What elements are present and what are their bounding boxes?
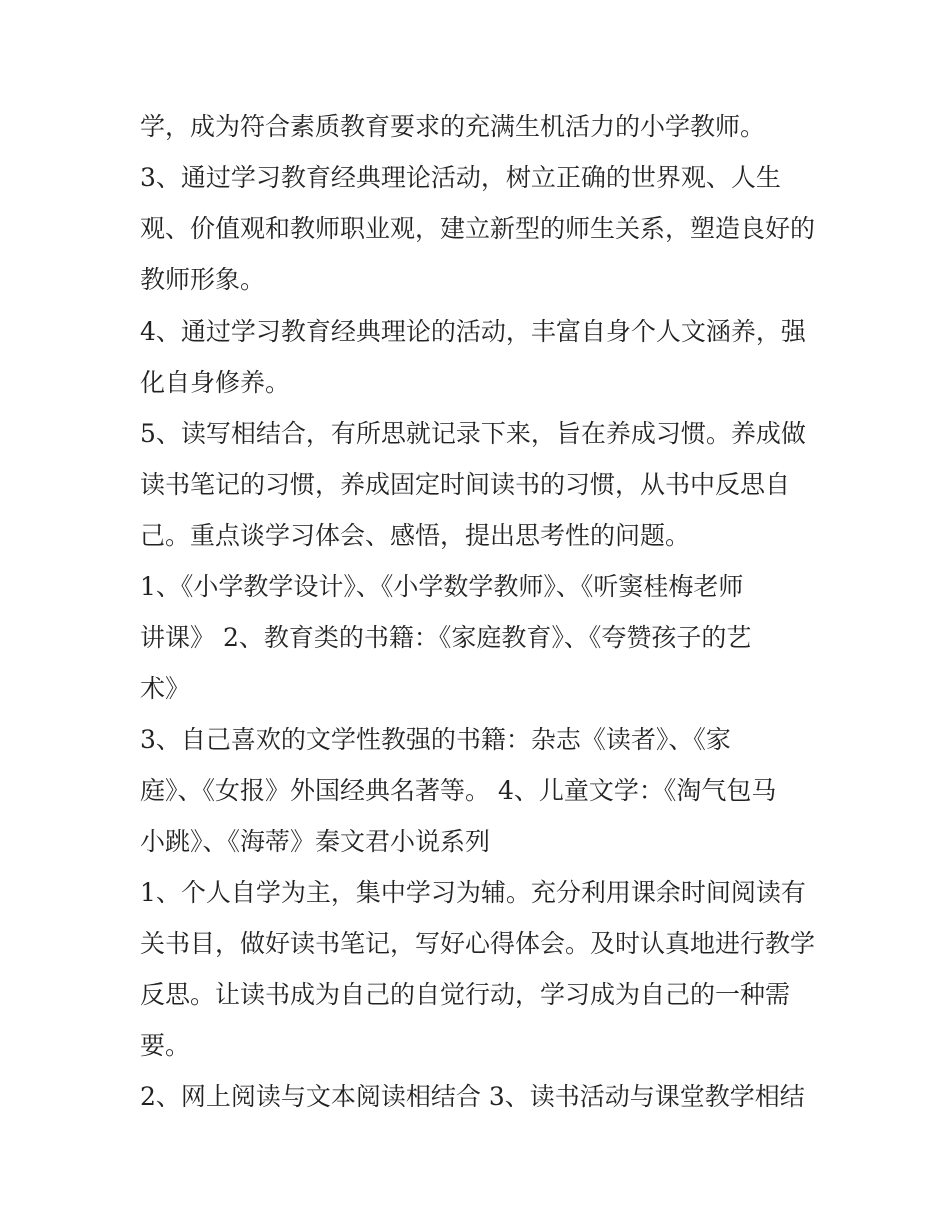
text-line: 教师形象。: [140, 265, 266, 294]
text-line: 1、个人自学为主，集中学习为辅。充分利用课余时间阅读有: [140, 878, 806, 907]
text-line: 4、通过学习教育经典理论的活动，丰富自身个人文涵养，强: [140, 317, 806, 346]
text-line: 关书目，做好读书笔记，写好心得体会。及时认真地进行教学: [140, 929, 816, 958]
text-line: 化自身修养。: [140, 368, 291, 397]
text-line: 讲课》 2、教育类的书籍：《家庭教育》、《夸赞孩子的艺: [140, 623, 752, 652]
text-line: 小跳》、《海蒂》秦文君小说系列: [140, 827, 491, 856]
text-line: 术》: [140, 674, 191, 703]
text-line: 反思。让读书成为自己的自觉行动，学习成为自己的一种需: [140, 980, 791, 1009]
text-line: 学，成为符合素质教育要求的充满生机活力的小学教师。: [140, 112, 766, 141]
text-line: 己。重点谈学习体会、感悟，提出思考性的问题。: [140, 521, 691, 550]
text-line: 5、读写相结合，有所思就记录下来，旨在养成习惯。养成做: [140, 419, 806, 448]
text-line: 3、自己喜欢的文学性教强的书籍：杂志《读者》、《家: [140, 725, 731, 754]
text-line: 要。: [140, 1031, 191, 1060]
text-line: 庭》、《女报》外国经典名著等。 4、儿童文学：《淘气包马: [140, 776, 777, 805]
text-line: 观、价值观和教师职业观，建立新型的师生关系，塑造良好的: [140, 214, 816, 243]
text-line: 1、《小学教学设计》、《小学数学教师》、《听窦桂梅老师: [140, 572, 744, 601]
text-line: 读书笔记的习惯，养成固定时间读书的习惯，从书中反思自: [140, 470, 791, 499]
text-line: 2、网上阅读与文本阅读相结合 3、读书活动与课堂教学相结: [140, 1082, 805, 1111]
text-line: 3、通过学习教育经典理论活动，树立正确的世界观、人生: [140, 163, 781, 192]
